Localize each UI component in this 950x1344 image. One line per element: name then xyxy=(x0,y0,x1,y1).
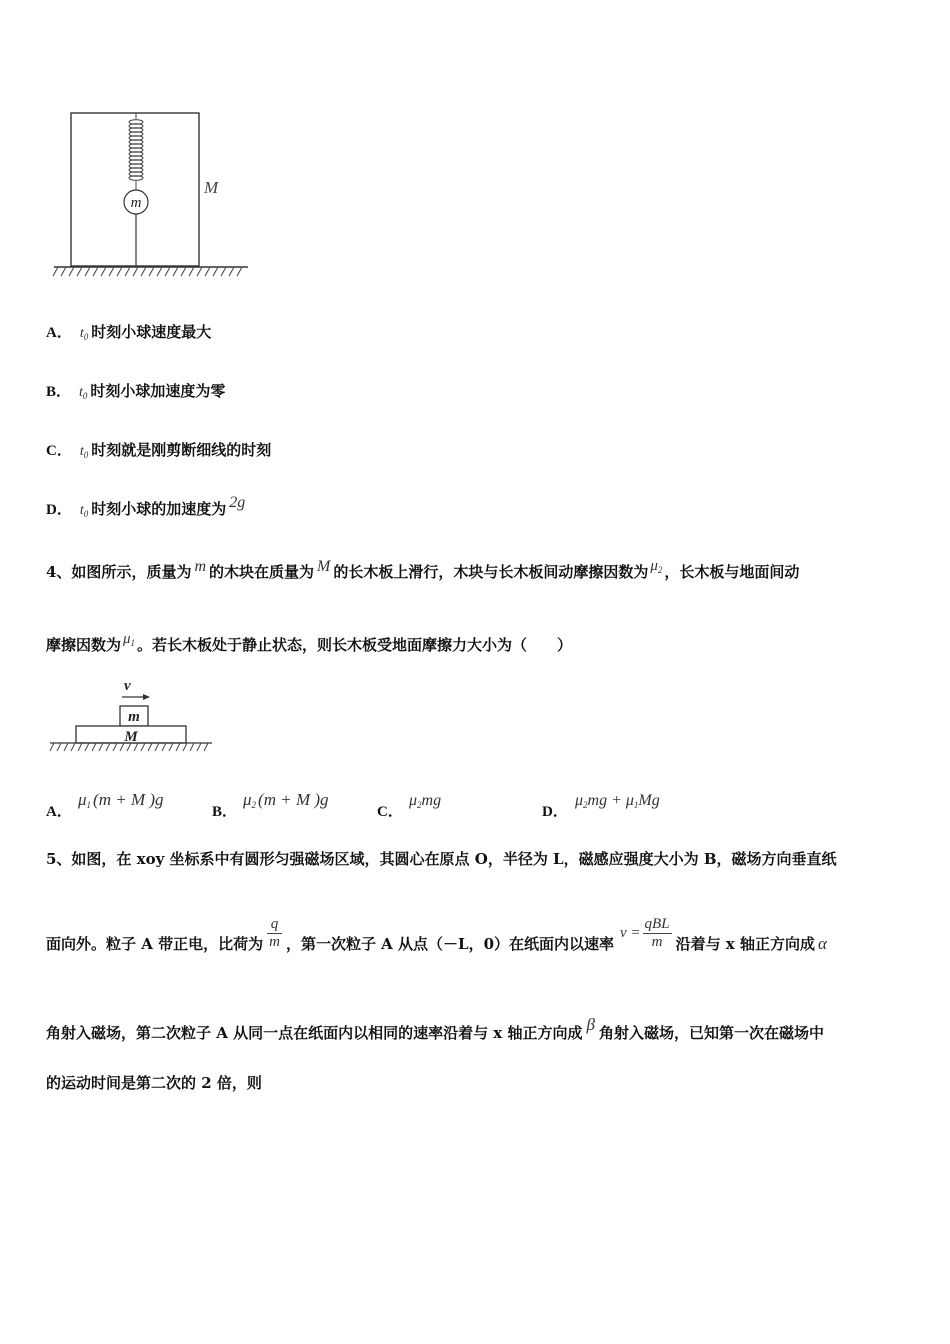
block-board-figure xyxy=(46,676,216,754)
box-M-label: M xyxy=(204,178,219,197)
q5-line-2: 面向外。粒子 A 带正电，比荷为 $\frac{q}{m}$ ，第一次粒子 A 从点（－L，0）在纸面内以速率 v = $\frac{\text{qBL}}{m}$ 沿着与 x 轴正方向成 α xyxy=(46,915,827,953)
q3-option-a: A． $t_0$ 时刻小球速度最大 xyxy=(46,323,212,342)
q4-line-1: 4、如图所示，质量为 m 的木块在质量为 M 的长木板上滑行，木块与长木板间动摩擦因数为 $\mu_2$ ，长木板与地面间动 xyxy=(46,558,800,581)
ball-m-label: m xyxy=(130,195,142,211)
board-M-label: M xyxy=(124,729,138,745)
spring-mass-figure xyxy=(50,105,250,283)
q4-line-2: 摩擦因数为 $\mu_1$ 。若长木板处于静止状态，则长木板受地面摩擦力大小为（ ） xyxy=(46,631,573,654)
small-block-m-label: m xyxy=(128,709,140,725)
q4-option-a: A． xyxy=(46,804,72,820)
spring xyxy=(129,113,143,190)
q4-option-b: B． xyxy=(212,804,238,820)
q5-line-3: 角射入磁场，第二次粒子 A 从同一点在纸面内以相同的速率沿着与 x 轴正方向成 β 角射入磁场，已知第一次在磁场中 xyxy=(46,1015,824,1042)
q3-option-d: D． $t_0$ 时刻小球的加速度为 2g xyxy=(46,494,246,519)
charge-mass-ratio: $\frac{q}{m}$ xyxy=(269,915,280,950)
velocity-formula: $\frac{\text{qBL}}{m}$ xyxy=(644,915,670,950)
q3-option-b: B． $t_0$ 时刻小球加速度为零 xyxy=(46,382,226,401)
q3-option-c: C． $t_0$ 时刻就是刚剪断细线的时刻 xyxy=(46,441,272,460)
q4-option-d: D． xyxy=(542,804,568,820)
q4-option-c-expr: $\mu_2mg$ xyxy=(409,792,442,810)
q5-line-4: 的运动时间是第二次的 2 倍，则 xyxy=(46,1074,262,1092)
velocity-label: v xyxy=(124,678,131,694)
ground-hatch xyxy=(53,267,242,276)
q4-option-d-expr: $\mu_2mg + \mu_1Mg$ xyxy=(575,792,660,810)
q4-option-a-expr: $\mu_1$ (m + M )g xyxy=(78,790,164,810)
q4-option-c: C． xyxy=(377,804,403,820)
q5-line-1: 5、如图，在 xoy 坐标系中有圆形匀强磁场区域，其圆心在原点 O，半径为 L，磁感应强度大小为 B，磁场方向垂直纸 xyxy=(46,850,837,868)
q4-option-b-expr: $\mu_2$ (m + M )g xyxy=(243,790,329,810)
